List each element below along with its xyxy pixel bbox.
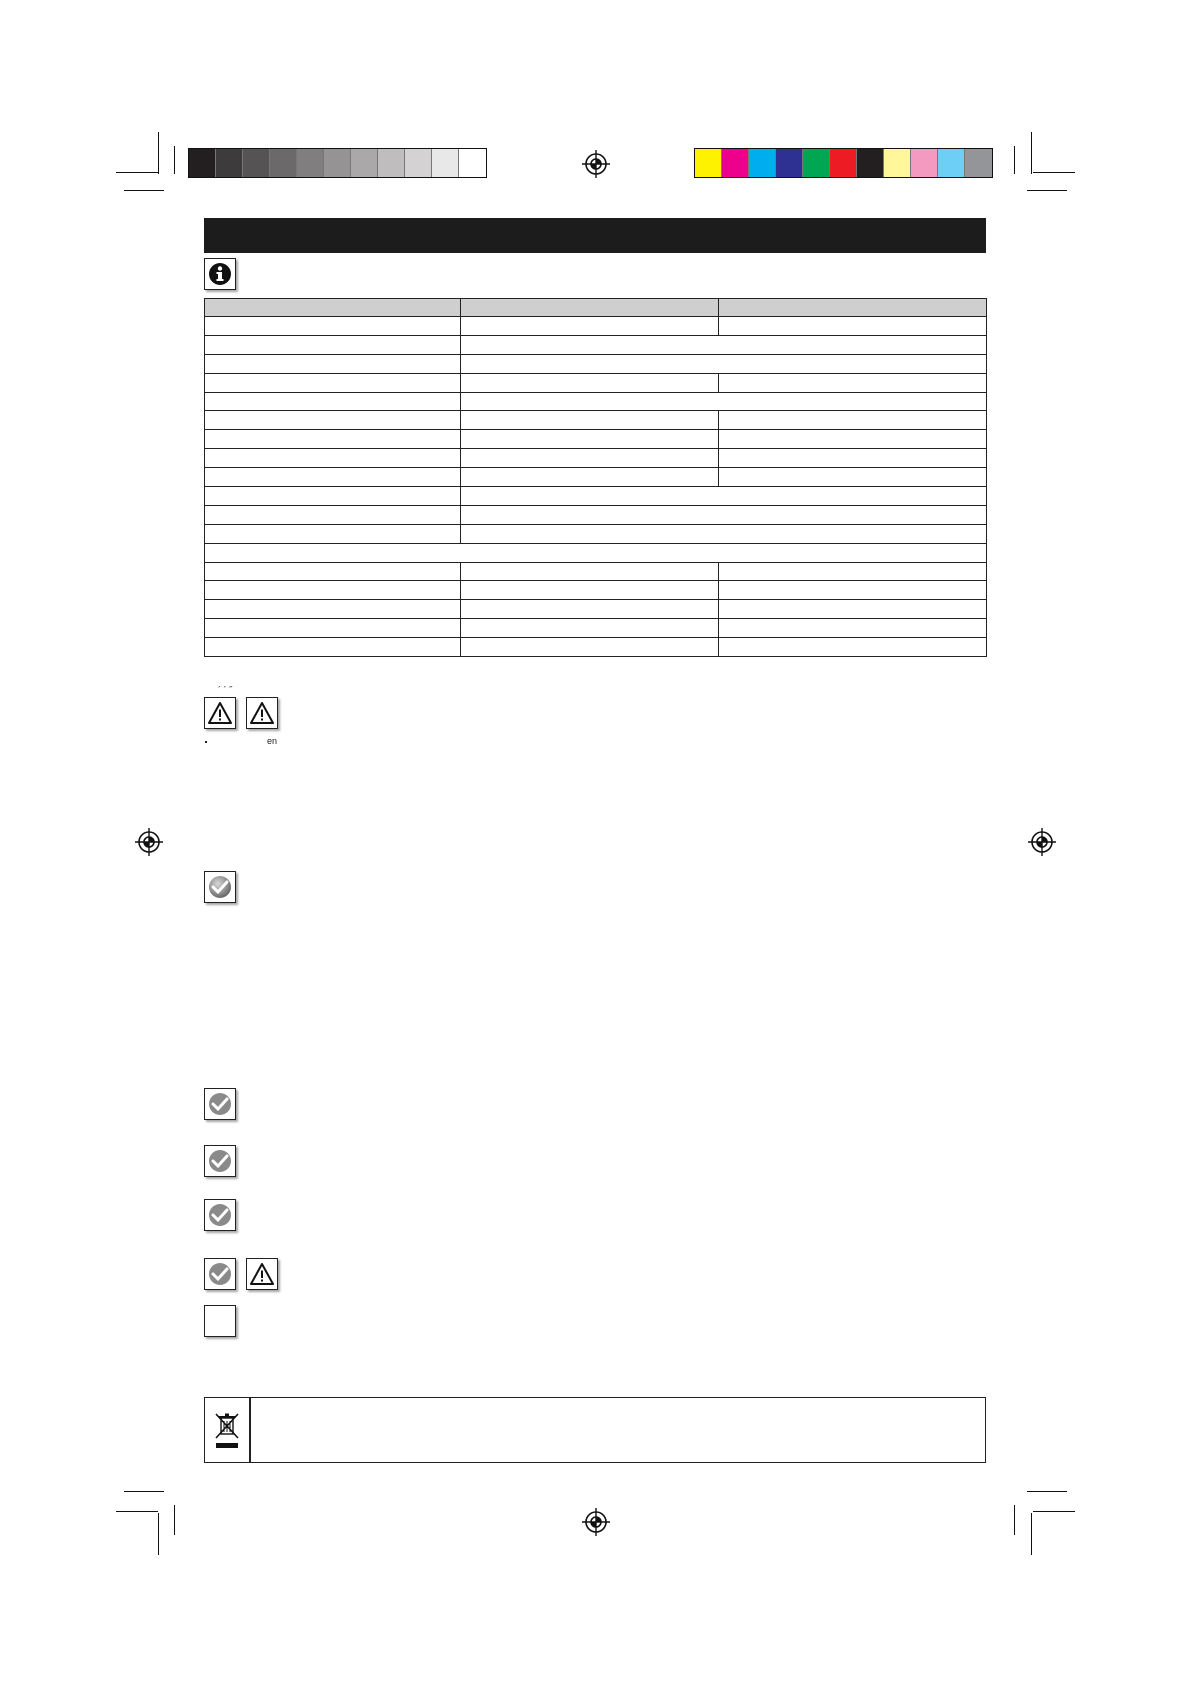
crop-mark bbox=[1027, 1491, 1067, 1492]
table-cell bbox=[461, 600, 719, 619]
color-swatch bbox=[911, 149, 938, 177]
table-header-cell bbox=[719, 299, 987, 317]
registration-target-icon bbox=[582, 1508, 610, 1536]
table-row bbox=[205, 524, 987, 543]
warning-triangle-icon bbox=[204, 697, 236, 729]
crop-mark bbox=[1033, 1511, 1075, 1512]
color-swatch bbox=[965, 149, 992, 177]
table-cell bbox=[719, 619, 987, 638]
table-cell bbox=[719, 638, 987, 657]
table-cell bbox=[205, 524, 461, 543]
table-cell bbox=[461, 411, 719, 430]
table-cell bbox=[205, 543, 987, 562]
table-cell bbox=[461, 505, 987, 524]
color-swatch bbox=[432, 149, 459, 177]
table-cell bbox=[719, 581, 987, 600]
table-cell bbox=[461, 581, 719, 600]
table-cell bbox=[205, 562, 461, 581]
table-cell bbox=[461, 430, 719, 449]
table-row bbox=[205, 449, 987, 468]
crop-mark bbox=[1031, 132, 1032, 174]
table-cell bbox=[205, 317, 461, 336]
color-swatch bbox=[405, 149, 432, 177]
table-cell bbox=[461, 354, 987, 373]
table-cell bbox=[205, 505, 461, 524]
table-cell bbox=[205, 354, 461, 373]
table-row bbox=[205, 354, 987, 373]
color-swatch bbox=[270, 149, 297, 177]
table-row bbox=[205, 430, 987, 449]
color-swatch bbox=[243, 149, 270, 177]
table-cell bbox=[461, 449, 719, 468]
stray-mark: en bbox=[267, 736, 278, 746]
crop-mark bbox=[124, 1491, 164, 1492]
table-cell bbox=[461, 392, 987, 411]
color-swatch bbox=[803, 149, 830, 177]
table-cell bbox=[719, 600, 987, 619]
table-cell bbox=[205, 392, 461, 411]
wrench-check-icon bbox=[204, 871, 236, 903]
color-swatch bbox=[351, 149, 378, 177]
color-swatch bbox=[749, 149, 776, 177]
table-header-cell bbox=[205, 299, 461, 317]
table-cell bbox=[719, 430, 987, 449]
wrench-check-icon bbox=[204, 1088, 236, 1120]
table-cell bbox=[719, 317, 987, 336]
process-color-bar bbox=[694, 148, 993, 178]
table-header-row bbox=[205, 299, 987, 317]
table-row bbox=[205, 335, 987, 354]
table-cell bbox=[461, 487, 987, 506]
color-swatch bbox=[297, 149, 324, 177]
table-cell bbox=[719, 468, 987, 487]
crop-mark bbox=[1014, 146, 1015, 174]
table-cell bbox=[205, 373, 461, 392]
table-row bbox=[205, 487, 987, 506]
section-title bbox=[204, 227, 212, 243]
crop-mark bbox=[1031, 1513, 1032, 1555]
table-cell bbox=[719, 562, 987, 581]
table-cell bbox=[461, 468, 719, 487]
color-swatch bbox=[695, 149, 722, 177]
crop-mark bbox=[1014, 1505, 1015, 1535]
table-row bbox=[205, 543, 987, 562]
color-swatch bbox=[776, 149, 803, 177]
table-cell bbox=[461, 562, 719, 581]
table-cell bbox=[205, 468, 461, 487]
color-swatch bbox=[216, 149, 243, 177]
table-row bbox=[205, 392, 987, 411]
table-cell bbox=[205, 430, 461, 449]
color-swatch bbox=[884, 149, 911, 177]
table-cell bbox=[205, 449, 461, 468]
table-row bbox=[205, 468, 987, 487]
wrench-check-icon bbox=[204, 1258, 236, 1290]
wrench-check-icon bbox=[204, 1145, 236, 1177]
table-cell bbox=[719, 411, 987, 430]
info-icon bbox=[204, 258, 236, 290]
table-cell bbox=[461, 619, 719, 638]
crop-mark bbox=[1027, 190, 1067, 191]
grayscale-color-bar bbox=[188, 148, 487, 178]
table-cell bbox=[461, 524, 987, 543]
table-row bbox=[205, 619, 987, 638]
registration-target-icon bbox=[135, 828, 163, 856]
table-cell bbox=[461, 317, 719, 336]
color-swatch bbox=[324, 149, 351, 177]
table-cell bbox=[205, 487, 461, 506]
table-cell bbox=[205, 638, 461, 657]
color-swatch bbox=[459, 149, 486, 177]
crop-mark bbox=[124, 190, 164, 191]
crop-mark bbox=[158, 1513, 159, 1555]
color-swatch bbox=[189, 149, 216, 177]
registration-target-icon bbox=[1028, 828, 1056, 856]
crop-mark bbox=[174, 1505, 175, 1535]
table-cell bbox=[461, 335, 987, 354]
table-cell bbox=[205, 581, 461, 600]
warning-triangle-icon bbox=[246, 697, 278, 729]
section-header-band bbox=[204, 218, 986, 253]
table-cell bbox=[205, 411, 461, 430]
table-cell bbox=[719, 449, 987, 468]
crossed-bin-icon bbox=[213, 1412, 241, 1450]
crop-mark bbox=[116, 1511, 158, 1512]
warning-triangle-icon bbox=[246, 1258, 278, 1290]
color-swatch bbox=[830, 149, 857, 177]
color-swatch bbox=[857, 149, 884, 177]
crop-mark bbox=[1033, 172, 1075, 173]
color-swatch bbox=[938, 149, 965, 177]
table-row bbox=[205, 600, 987, 619]
divider bbox=[249, 1398, 251, 1462]
crop-mark bbox=[174, 146, 175, 174]
table-cell bbox=[205, 619, 461, 638]
table-cell bbox=[461, 373, 719, 392]
table-row bbox=[205, 411, 987, 430]
table-cell bbox=[205, 335, 461, 354]
disposal-notice-box bbox=[204, 1397, 986, 1463]
table-row bbox=[205, 638, 987, 657]
table-cell bbox=[719, 373, 987, 392]
table-row bbox=[205, 373, 987, 392]
specification-table bbox=[204, 298, 987, 657]
color-swatch bbox=[378, 149, 405, 177]
table-row bbox=[205, 581, 987, 600]
table-row bbox=[205, 317, 987, 336]
table-row bbox=[205, 505, 987, 524]
table-header-cell bbox=[461, 299, 719, 317]
wrench-check-icon bbox=[204, 1199, 236, 1231]
table-row bbox=[205, 562, 987, 581]
stray-dot bbox=[205, 741, 207, 743]
crop-mark bbox=[158, 132, 159, 174]
table-cell bbox=[205, 600, 461, 619]
crop-mark bbox=[116, 172, 158, 173]
empty-icon-box bbox=[204, 1305, 236, 1337]
registration-target-icon bbox=[582, 150, 610, 178]
color-swatch bbox=[722, 149, 749, 177]
stray-mark: ´ ´ ˝ bbox=[218, 685, 232, 695]
table-cell bbox=[461, 638, 719, 657]
